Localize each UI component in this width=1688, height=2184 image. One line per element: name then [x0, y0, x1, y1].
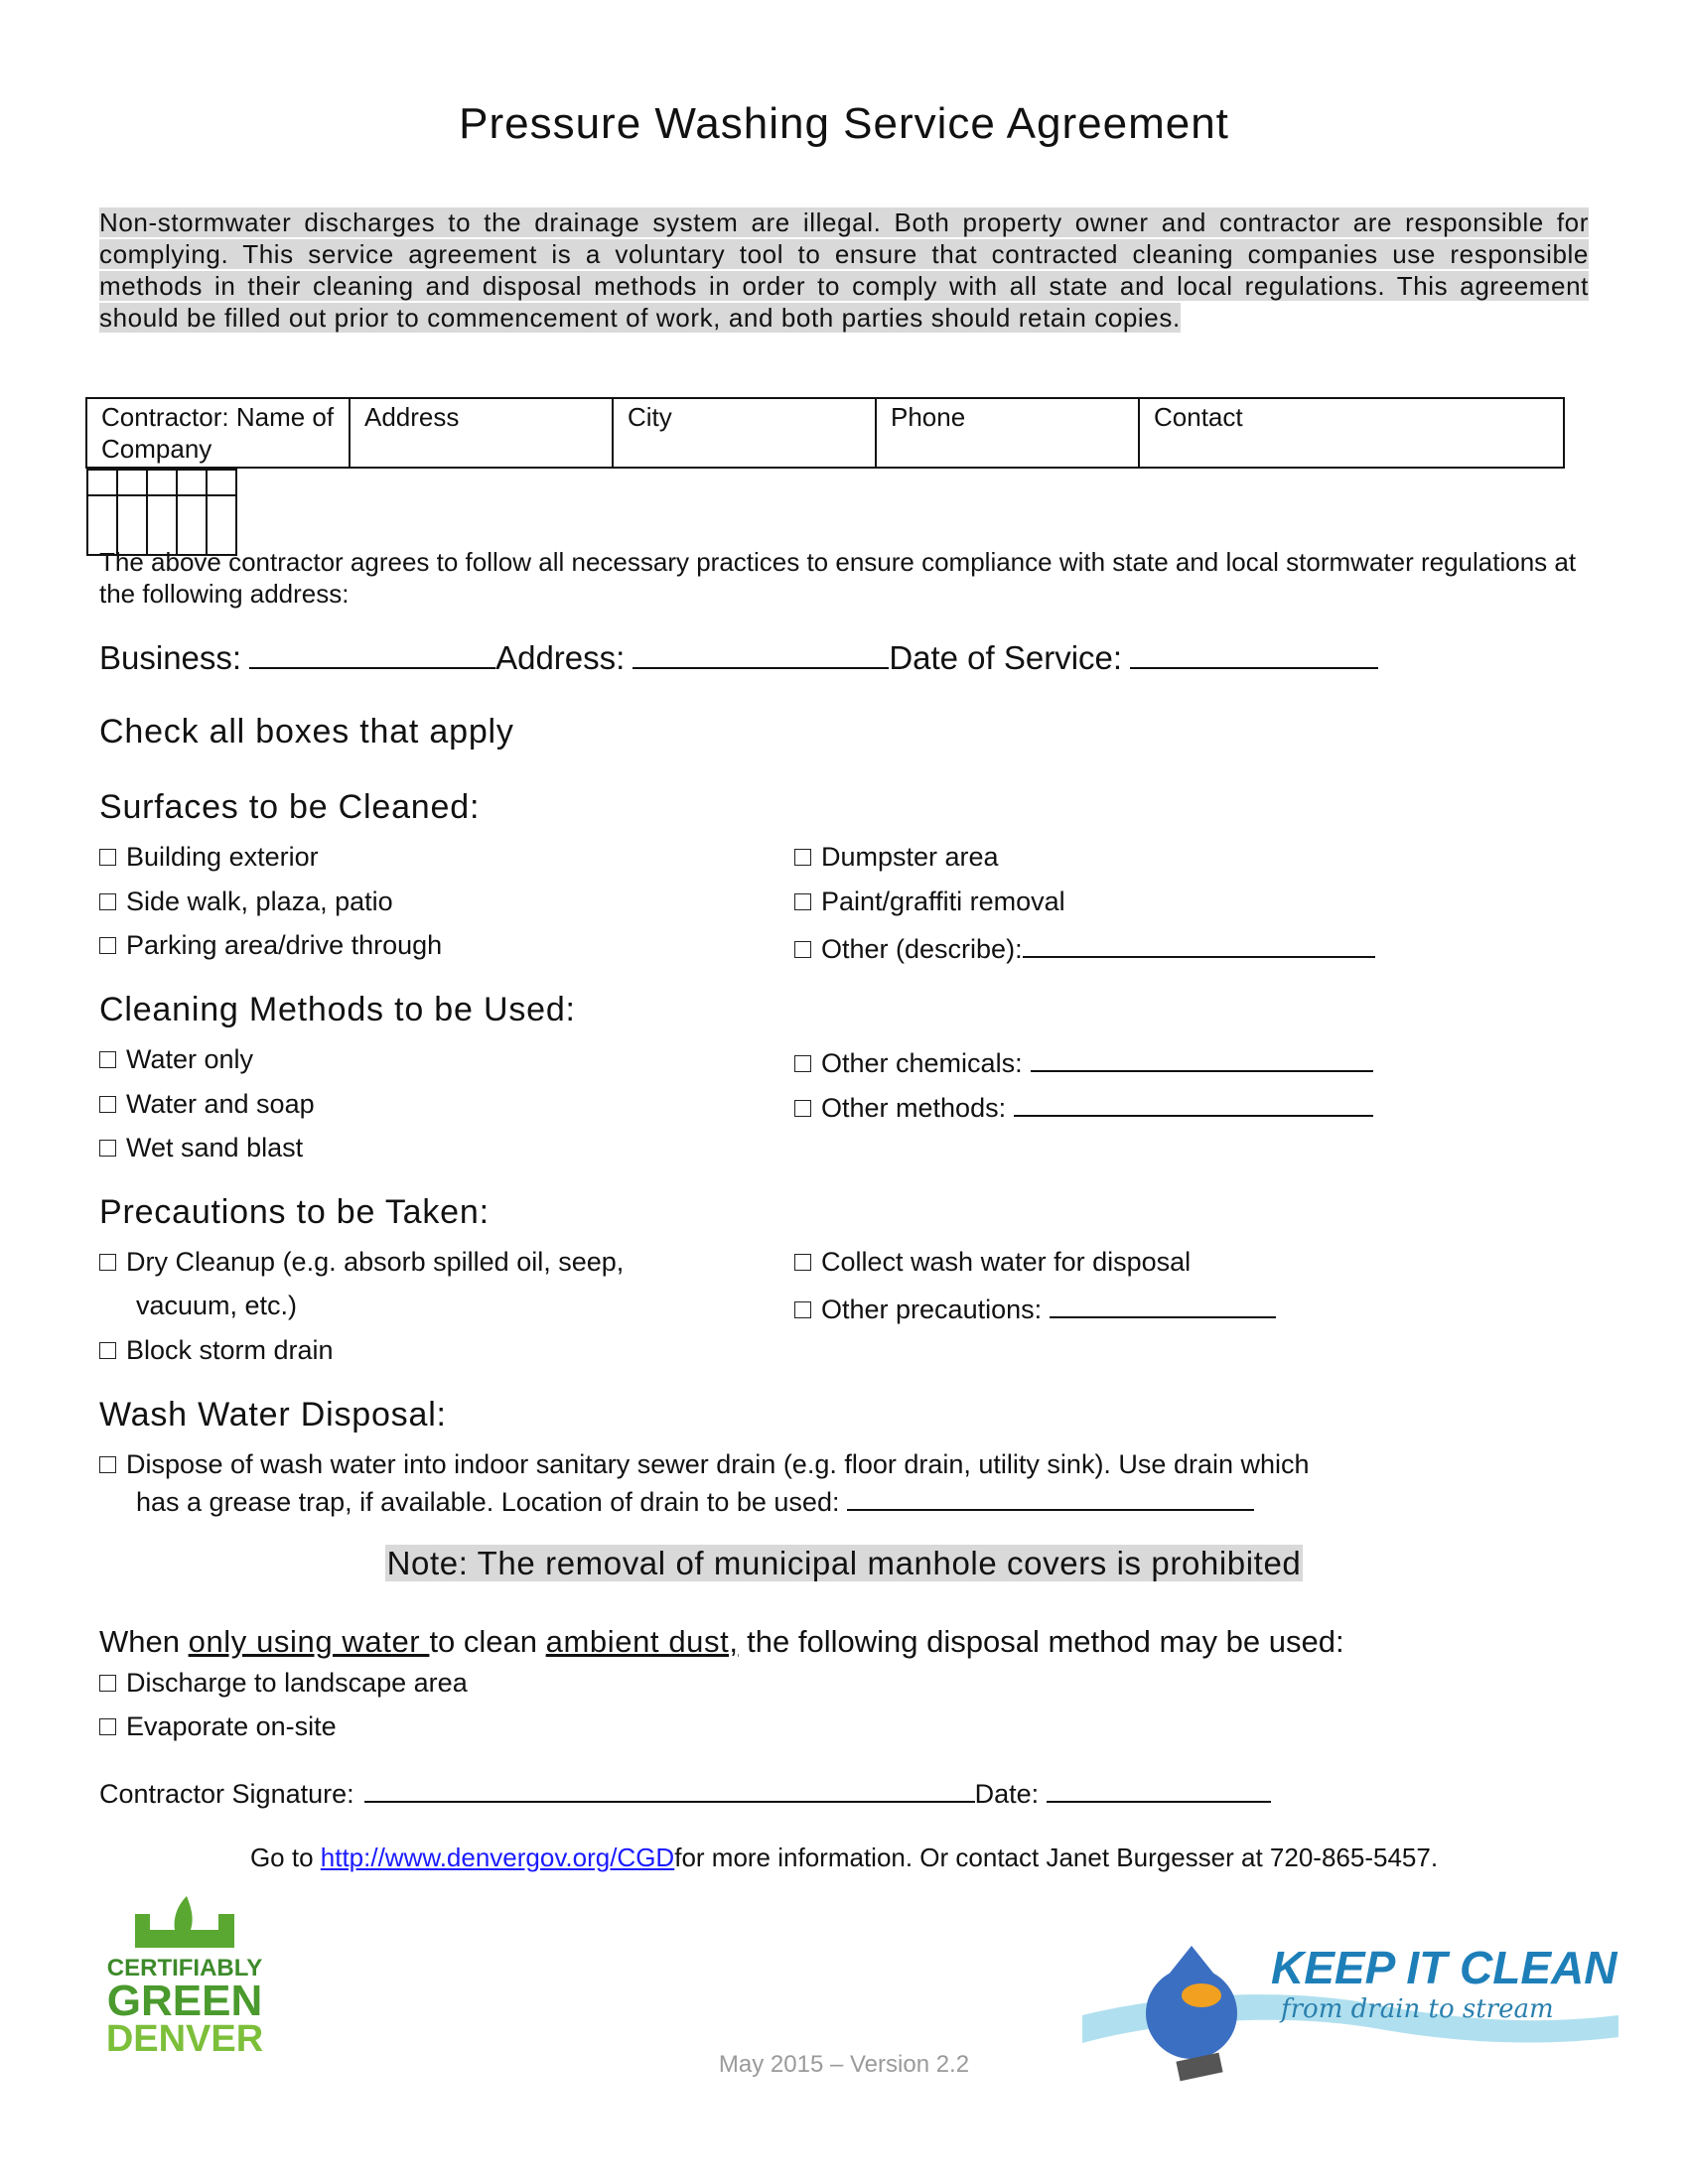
checkbox-other-methods[interactable]	[794, 1089, 1373, 1124]
checkbox-label: Side walk, plaza, patio	[126, 887, 393, 916]
version-footer: May 2015 – Version 2.2	[718, 2051, 970, 2078]
checkbox-label: Parking area/drive through	[126, 930, 443, 960]
logo-certifiably: CERTIFIABLY	[106, 1955, 263, 1981]
checkbox-label: Other methods:	[821, 1093, 1007, 1123]
surfaces-heading: Surfaces to be Cleaned:	[99, 788, 481, 826]
logo-denver: DENVER	[105, 2018, 264, 2055]
manhole-note-text: Note: The removal of municipal manhole covers is prohibited	[386, 1545, 1302, 1581]
other-methods-field[interactable]	[1014, 1089, 1373, 1117]
signature-label: Contractor Signature:	[99, 1779, 354, 1809]
when-prefix: When	[99, 1624, 189, 1659]
checkbox-water-and-soap[interactable]	[99, 1089, 315, 1120]
checkbox-sidewalk[interactable]	[99, 887, 393, 917]
signature-date-field[interactable]	[1047, 1775, 1271, 1803]
logo-keep-it-clean: KEEP IT CLEAN	[1271, 1942, 1618, 1993]
business-label: Business:	[99, 639, 242, 676]
checkbox-other-precautions[interactable]	[794, 1291, 1276, 1325]
header-city: City	[613, 398, 876, 468]
checkbox-label: Building exterior	[126, 842, 319, 872]
header-address: Address	[350, 398, 613, 468]
denvergov-link[interactable]: http://www.denvergov.org/CGD	[320, 1843, 675, 1872]
checkbox-label: Dispose of wash water into indoor sanitary sewer drain (e.g. floor drain, utility sink). Use drain which	[126, 1449, 1310, 1479]
checkbox-label: Paint/graffiti removal	[821, 887, 1065, 916]
manhole-note	[0, 1545, 1688, 1582]
checkbox-label: Block storm drain	[126, 1335, 334, 1365]
checkbox-collect-wash-water[interactable]	[794, 1247, 1191, 1278]
company-field[interactable]	[87, 470, 117, 555]
checkbox-other-surface[interactable]	[794, 930, 1375, 965]
checkbox-label: Other (describe):	[821, 934, 1023, 964]
when-mid: to clean	[429, 1624, 546, 1659]
checkbox-label: Other chemicals:	[821, 1048, 1023, 1078]
disposal-heading: Wash Water Disposal:	[99, 1396, 447, 1433]
checkbox-water-only[interactable]	[99, 1044, 253, 1075]
checkbox-other-chemicals[interactable]	[794, 1044, 1373, 1079]
leaf-building-icon	[135, 1896, 234, 1948]
checkbox-icon[interactable]	[99, 1456, 116, 1473]
checkbox-wet-sand-blast[interactable]	[99, 1133, 303, 1163]
checkbox-label: Water only	[126, 1044, 254, 1074]
city-field[interactable]	[147, 470, 177, 555]
date-of-service-field[interactable]	[1130, 641, 1378, 669]
contractor-table	[85, 397, 1565, 501]
intro-paragraph	[99, 206, 1589, 334]
checkbox-label: Water and soap	[126, 1089, 315, 1119]
checkbox-icon[interactable]	[99, 1718, 116, 1735]
logo-from-drain-to-stream: from drain to stream	[1281, 1994, 1554, 2024]
checkbox-icon[interactable]	[794, 1100, 811, 1117]
checkbox-icon[interactable]	[794, 849, 811, 866]
contact-field[interactable]	[207, 470, 236, 555]
business-field[interactable]	[249, 641, 495, 669]
page-title: Pressure Washing Service Agreement	[459, 99, 1229, 148]
checkbox-icon[interactable]	[794, 1055, 811, 1072]
logo-green: GREEN	[106, 1977, 263, 2025]
checkbox-dry-cleanup[interactable]	[99, 1247, 624, 1278]
checkbox-icon[interactable]	[794, 893, 811, 910]
checkbox-icon[interactable]	[99, 1051, 116, 1068]
checkbox-icon[interactable]	[99, 1675, 116, 1692]
checkbox-evaporate[interactable]	[99, 1711, 337, 1742]
address-line-field[interactable]	[633, 641, 889, 669]
checkbox-dumpster-area[interactable]	[794, 842, 999, 873]
drain-location-field[interactable]	[847, 1483, 1254, 1511]
checkbox-icon[interactable]	[99, 1342, 116, 1359]
goto-prefix: Go to	[249, 1843, 321, 1872]
checkbox-label: Other precautions:	[821, 1295, 1043, 1324]
checkbox-discharge-landscape[interactable]	[99, 1668, 468, 1699]
checkbox-label: Wet sand blast	[126, 1133, 304, 1162]
header-contact: Contact	[1139, 398, 1564, 468]
checkbox-paint-graffiti[interactable]	[794, 887, 1065, 917]
checkbox-label: Dumpster area	[821, 842, 999, 872]
checkbox-building-exterior[interactable]	[99, 842, 319, 873]
address-field[interactable]	[117, 470, 147, 555]
phone-field[interactable]	[177, 470, 207, 555]
other-precautions-field[interactable]	[1050, 1291, 1276, 1318]
when-ambient-dust: ambient dust,	[545, 1624, 739, 1659]
goto-suffix: for more information. Or contact Janet Burgesser at 720-865-5457.	[674, 1843, 1439, 1872]
checkbox-icon[interactable]	[99, 1140, 116, 1157]
more-info-line	[0, 1843, 1688, 1873]
checkbox-label: Discharge to landscape area	[126, 1668, 468, 1698]
checkbox-icon[interactable]	[99, 1254, 116, 1271]
water-only-instruction	[99, 1624, 1344, 1660]
checkbox-label: Collect wash water for disposal	[821, 1247, 1192, 1277]
disposal-line-2-text: has a grease trap, if available. Location of drain to be used:	[136, 1487, 840, 1517]
check-all-heading: Check all boxes that apply	[99, 713, 514, 751]
other-surface-field[interactable]	[1023, 930, 1375, 958]
other-chemicals-field[interactable]	[1031, 1044, 1373, 1072]
when-suffix: the following disposal method may be used:	[738, 1624, 1344, 1659]
checkbox-block-storm-drain[interactable]	[99, 1335, 334, 1366]
dry-cleanup-continued: vacuum, etc.)	[136, 1291, 298, 1320]
checkbox-dispose-sanitary-sewer[interactable]	[99, 1449, 1310, 1480]
header-company: Contractor: Name of Company	[86, 398, 350, 468]
checkbox-icon[interactable]	[794, 1254, 811, 1271]
agreement-text: The above contractor agrees to follow all necessary practices to ensure compliance with state and local stormwater regulations at the following address:	[99, 547, 1577, 609]
header-phone: Phone	[876, 398, 1139, 468]
checkbox-label: Evaporate on-site	[126, 1711, 337, 1741]
checkbox-icon[interactable]	[794, 941, 811, 958]
checkbox-icon[interactable]	[99, 1096, 116, 1113]
checkbox-icon[interactable]	[99, 937, 116, 954]
precautions-heading: Precautions to be Taken:	[99, 1193, 490, 1231]
signature-date-label: Date:	[974, 1779, 1040, 1809]
address-label: Address:	[495, 639, 626, 676]
signature-row	[99, 1775, 1271, 1810]
methods-heading: Cleaning Methods to be Used:	[99, 991, 576, 1028]
when-only-using-water: only using water	[188, 1624, 430, 1659]
signature-field[interactable]	[364, 1775, 975, 1803]
checkbox-icon[interactable]	[99, 849, 116, 866]
certifiably-green-denver-logo	[95, 1896, 274, 2055]
disposal-line-2	[136, 1483, 1254, 1518]
service-info-row	[99, 639, 1378, 677]
intro-text: Non-stormwater discharges to the drainage system are illegal. Both property owner and contractor are responsible for complying. This service agreement is a voluntary tool to ensure that contracted cleaning companies use responsible methods in their cleaning and disposal methods in order to comply with all state and local regulations. This agreement should be filled out prior to commencement of work, and both parties should retain copies.	[99, 207, 1589, 333]
checkbox-label: Dry Cleanup (e.g. absorb spilled oil, seep,	[126, 1247, 625, 1277]
checkbox-icon[interactable]	[794, 1301, 811, 1318]
date-of-service-label: Date of Service:	[889, 639, 1123, 676]
mascot-goggles-icon	[1182, 1983, 1221, 2007]
checkbox-icon[interactable]	[99, 893, 116, 910]
checkbox-parking-area[interactable]	[99, 930, 442, 961]
